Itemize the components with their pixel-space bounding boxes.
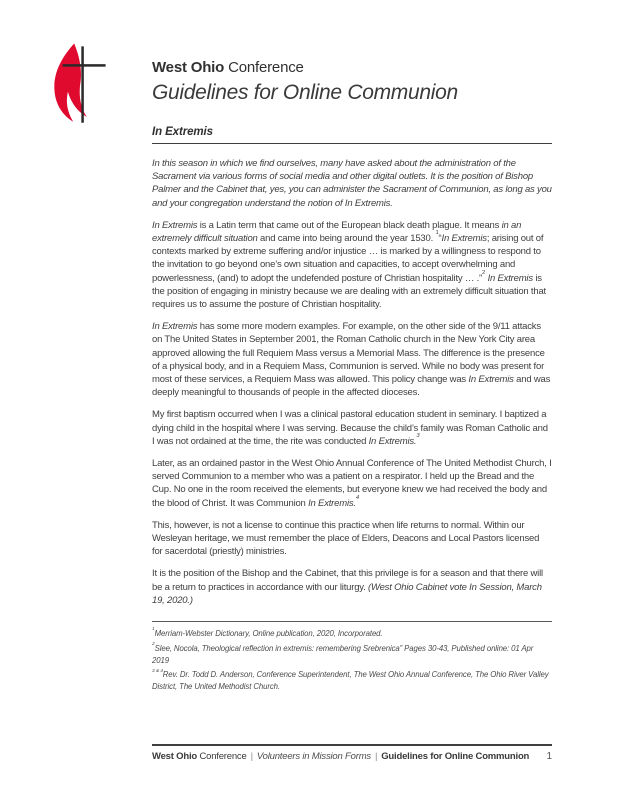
footnote-text: Slee, Nocola, Theological reflection in extremis: remembering Srebrenica” Pages 30-43, Published online: 01 Apr 2019 xyxy=(152,643,534,665)
footnote-marker: 1 xyxy=(152,627,155,633)
section-heading: In Extremis xyxy=(152,126,213,138)
footnote-divider xyxy=(152,621,552,622)
paragraph: In this season in which we find ourselves, many have asked about the administration of the Sacrament via various forms of social media and other digital outlets. It is the position of Bishop Palmer and the Cabinet that, yes, you can administer the Sacrament of Communion, as long as you and your congregation understand the notion of In Extremis. xyxy=(152,158,552,209)
footnote-marker: 2 xyxy=(152,641,155,647)
paragraph: My first baptism occurred when I was a clinical pastoral education student in seminary. I baptized a dying child in the hospital where I was serving. Because the child’s family was Roman Catholic and I was not ordained at the time, the rite was conducted In Extremis.$^3$ xyxy=(152,409,548,447)
footnote xyxy=(152,643,552,667)
footer-doc-title: Guidelines for Online Communion xyxy=(381,751,530,762)
content-column xyxy=(152,126,552,696)
document-title: Guidelines for Online Communion xyxy=(152,81,458,104)
footer-separator: | xyxy=(374,751,378,762)
paragraph: This, however, is not a license to continue this practice when life returns to normal. Within our Wesleyan heritage, we must remember the place of Elders, Deacons and Local Pastors licensed for sacerdotal (priestly) ministries. xyxy=(152,519,540,558)
paragraph: In Extremis is a Latin term that came out of the European black death plague. It means in an extremely difficult situation and came into being around the year 1530. $^1$“In Extremis; arising out of contexts marked by extreme suffering and/or injustice … is marked by a willingness to respond to the invitation to go beyond one’s own situation and capacities, to accept overwhelming and powerlessness, (and) to adopt the undefended posture of Christian hospitality … .”$^2$ In Extremis is the position of engaging in ministry because we are dealing with an extremely difficult situation that requires us to assume the posture of Christian hospitality. xyxy=(152,219,546,311)
footer-collection: Volunteers in Mission Forms xyxy=(256,751,371,762)
umc-cross-and-flame-logo xyxy=(50,40,108,132)
footnote-marker: 3 & 4 xyxy=(152,668,163,674)
footer-breadcrumb xyxy=(152,751,529,762)
footer-org-bold: West Ohio xyxy=(152,751,197,762)
paragraph: It is the position of the Bishop and the Cabinet, that this privilege is for a season and that there will be a return to practices in accordance with our liturgy. (West Ohio Cabinet vote In Session, March 19, 2020.) xyxy=(152,568,543,606)
footnote xyxy=(152,669,552,693)
organization-name-regular: Conference xyxy=(228,59,304,76)
footnote-text: Merriam-Webster Dictionary, Online publication, 2020, Incorporated. xyxy=(154,629,383,639)
heading-divider xyxy=(152,143,552,144)
page-footer xyxy=(152,744,552,762)
organization-name xyxy=(152,59,458,76)
organization-name-bold: West Ohio xyxy=(152,59,225,76)
paragraph: Later, as an ordained pastor in the West Ohio Annual Conference of The United Methodist Church, I served Communion to a member who was a patient on a respirator. I held up the Bread and the Cup. No one in the room received the elements, but everyone knew we had received the body and the blood of Christ. It was Communion In Extremis.$^4$ xyxy=(152,458,552,509)
footer-separator: | xyxy=(250,751,253,762)
masthead xyxy=(152,59,458,105)
footnote xyxy=(152,628,552,640)
footer-org-regular: Conference xyxy=(199,751,247,762)
paragraph: In Extremis has some more modern examples. For example, on the other side of the 9/11 attacks on The United States in September 2001, the Roman Catholic church in the New York City area approved allowing the full Requiem Mass versus a Memorial Mass. The difference is the presence of a physical body, and in a Requiem Mass, Communion is served. While no body was present for most of these services, a Requiem Mass was allowed. This policy change was In Extremis and was deeply meaningful to thousands of people in the affected dioceses. xyxy=(152,321,551,399)
page-number: 1 xyxy=(546,751,552,762)
footnote-text: Rev. Dr. Todd D. Anderson, Conference Superintendent, The West Ohio Annual Conference, The Ohio River Valley District, The United Methodist Church. xyxy=(152,670,549,692)
